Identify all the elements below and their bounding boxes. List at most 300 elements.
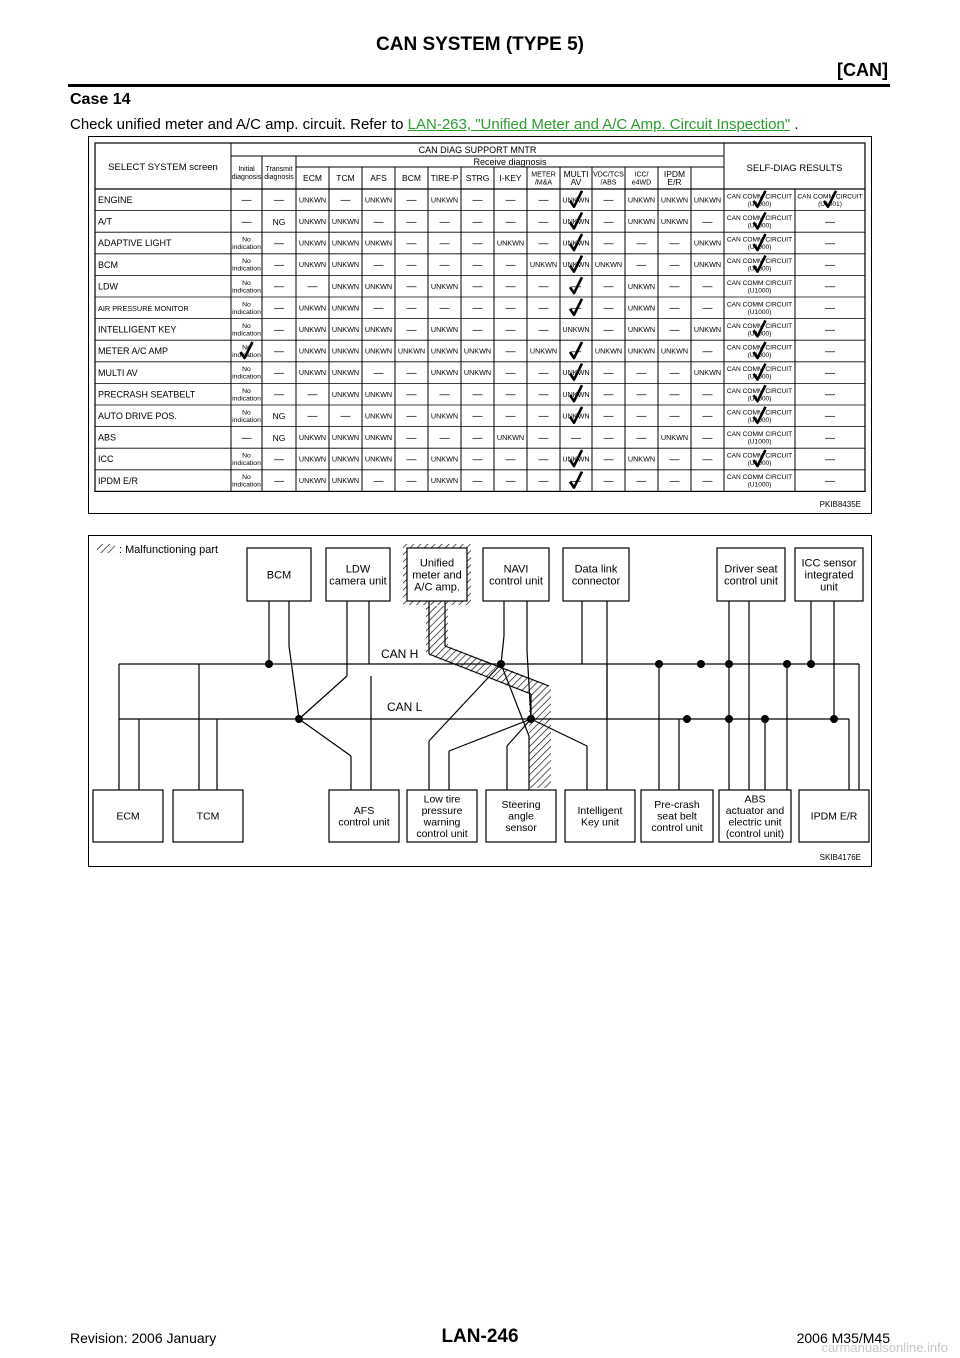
unit-label-4: sensor [505, 822, 537, 835]
unit-label-5: Key unit [581, 816, 619, 829]
column-header: e4WD [631, 179, 652, 187]
cell-value: — [505, 324, 516, 336]
cell-value: — [538, 303, 549, 315]
cell-value: — [505, 346, 516, 358]
junction-dot [830, 715, 838, 723]
wire [501, 636, 504, 664]
junction-dot [807, 660, 815, 668]
cell-value: — [636, 260, 647, 271]
cell-value: UNKWN [660, 217, 689, 226]
cell-value: UNKWN [331, 325, 360, 334]
cell-value: — [274, 195, 284, 207]
cell-value: — [406, 411, 417, 423]
self-diag-result: (U1001) [818, 200, 842, 208]
cell-value: — [406, 216, 417, 228]
cell-value: — [373, 260, 384, 271]
unit-label-5: Intelligent [577, 804, 623, 817]
cell-value: — [603, 195, 614, 207]
cell-value: — [538, 389, 549, 401]
cell-value: UNKWN [627, 195, 656, 205]
cell-value: — [241, 432, 252, 444]
row-label: ABS [98, 432, 117, 443]
cell-value: — [274, 281, 284, 293]
row-label: A/T [98, 216, 113, 227]
cell-value: indication [232, 287, 261, 295]
cell-value: indication [232, 373, 261, 381]
unit-label-3: control unit [489, 575, 543, 588]
cell-value: — [472, 454, 483, 466]
cell-value: — [274, 260, 284, 271]
cell-value: — [439, 238, 450, 250]
cell-value: UNKWN [562, 454, 590, 464]
cell-value: — [406, 389, 417, 401]
cell-value: — [241, 216, 252, 228]
cell-value: — [373, 303, 384, 315]
cell-value: UNKWN [660, 346, 689, 356]
column-header: Initial [238, 165, 255, 173]
unit-label-4: angle [508, 810, 534, 823]
column-header: BCM [402, 172, 421, 183]
self-diag-result: (U1000) [747, 244, 772, 252]
cell-value: indication [232, 416, 261, 424]
cell-value: UNKWN [298, 238, 327, 248]
legend-hatch-swatch [97, 544, 115, 553]
cell-value: UNKWN [430, 346, 459, 356]
cell-value: — [538, 238, 549, 250]
junction-dot [527, 715, 535, 723]
self-diag-result: (U1000) [747, 438, 772, 446]
junction-dot [761, 715, 769, 723]
unit-label-3: pressure [421, 804, 463, 817]
column-header: I-KEY [499, 172, 522, 183]
column-header: STRG [465, 172, 490, 183]
cell-value: UNKWN [627, 346, 656, 356]
self-diag-result: CAN COMM CIRCUIT [726, 193, 793, 201]
unit-label-6: control unit [651, 822, 703, 835]
column-header: IPDM [663, 168, 686, 179]
cell-value: — [702, 346, 713, 358]
row-label: ADAPTIVE LIGHT [98, 238, 172, 249]
cell-value: UNKWN [331, 238, 360, 248]
cell-value: UNKWN [627, 281, 656, 291]
cell-value: UNKWN [364, 325, 393, 334]
cell-value: — [571, 432, 581, 444]
can-circuit-figure [88, 535, 872, 867]
cell-value: — [636, 432, 647, 444]
cell-value: — [274, 476, 284, 487]
column-header: diagnosis [264, 173, 294, 181]
cell-value: — [702, 389, 713, 401]
cell-value: UNKWN [562, 325, 590, 334]
cell-value: — [702, 216, 713, 228]
diag-support-table-figure [88, 136, 872, 514]
cell-value: — [439, 260, 450, 271]
section-label: [CAN] [837, 60, 888, 80]
self-diag-result: — [825, 411, 835, 423]
cell-value: UNKWN [331, 433, 360, 442]
cell-value: No [242, 366, 251, 374]
cell-value: — [636, 476, 647, 487]
model-label: 2006 M35/M45 [796, 1330, 890, 1346]
cell-value: — [505, 281, 516, 293]
cell-value: UNKWN [331, 346, 360, 356]
junction-dot [725, 660, 733, 668]
column-header: VDC/TCS [593, 171, 624, 179]
cell-value: — [472, 432, 483, 444]
self-diag-result: — [825, 238, 835, 250]
cell-value: UNKWN [594, 260, 623, 270]
cell-value: UNKWN [693, 260, 722, 270]
can-l-label: CAN L [387, 700, 423, 714]
wire [299, 719, 351, 756]
self-diag-result: (U1000) [747, 308, 772, 316]
header-rule [68, 84, 890, 87]
cell-value: — [406, 238, 417, 250]
self-diag-result: — [825, 454, 835, 466]
junction-dot [697, 660, 705, 668]
cell-value: — [538, 454, 549, 466]
cell-value: UNKWN [298, 346, 327, 356]
unit-label-2: A/C amp. [414, 581, 460, 594]
cell-value: UNKWN [430, 476, 459, 486]
cell-value: — [702, 411, 713, 423]
self-diag-result: CAN COMM CIRCUIT [797, 193, 863, 201]
wire [289, 646, 299, 719]
unit-label-8: IPDM E/R [810, 810, 858, 823]
cell-value: UNKWN [562, 238, 590, 248]
cell-value: — [472, 195, 483, 207]
cell-value: — [538, 324, 549, 336]
column-header: METER [531, 171, 556, 179]
junction-dot [497, 660, 505, 668]
cell-value: — [307, 389, 318, 401]
page-number: LAN-246 [441, 1326, 519, 1347]
cell-value: UNKWN [562, 411, 590, 421]
cell-value: — [472, 260, 483, 271]
junction-dot [783, 660, 791, 668]
row-label: INTELLIGENT KEY [98, 324, 177, 335]
column-header: AFS [370, 172, 387, 183]
self-diag-result: — [825, 476, 835, 487]
cell-value: — [571, 476, 581, 487]
unit-label-7: (control unit) [725, 827, 785, 840]
self-diag-result: (U1000) [747, 287, 772, 295]
cell-value: — [472, 411, 483, 423]
column-header: TIRE-P [430, 172, 459, 183]
cell-value: — [505, 389, 516, 401]
cell-value: No [242, 323, 251, 331]
unit-label-5: Driver seat [724, 563, 778, 576]
cell-value: — [669, 411, 680, 423]
cell-value: — [373, 368, 384, 379]
unit-label-0: ECM [116, 810, 140, 823]
unit-label-4: connector [571, 575, 621, 588]
cell-value: No [242, 301, 251, 309]
cell-value: — [439, 389, 450, 401]
unit-label-5: control unit [724, 575, 778, 588]
cell-value: — [472, 216, 483, 228]
unit-label-6: Pre-crash [654, 799, 700, 812]
row-label: BCM [98, 259, 118, 270]
unit-label-1: TCM [196, 810, 220, 823]
receive-diagnosis-title: Receive diagnosis [473, 157, 547, 167]
cell-value: — [571, 281, 581, 293]
cell-value: indication [232, 481, 261, 489]
unit-label-1: camera unit [329, 575, 387, 588]
cell-value: indication [232, 308, 261, 316]
cell-value: — [274, 303, 284, 315]
self-diag-result: — [825, 324, 835, 336]
junction-dot [655, 660, 663, 668]
cell-value: — [472, 281, 483, 293]
self-diag-result: CAN COMM CIRCUIT [726, 409, 793, 417]
cell-value: — [538, 432, 549, 444]
column-header: ECM [303, 172, 322, 183]
cell-value: — [636, 368, 647, 379]
cell-value: — [603, 281, 614, 293]
column-header: E/R [667, 176, 682, 187]
cell-value: NG [272, 216, 286, 227]
row-label: METER A/C AMP [98, 346, 169, 357]
cell-value: — [603, 454, 614, 466]
cell-value: UNKWN [562, 260, 590, 270]
cell-value: UNKWN [562, 368, 590, 378]
column-header: /ABS [600, 179, 617, 187]
inspection-link[interactable]: LAN-263, "Unified Meter and A/C Amp. Circuit Inspection" [407, 116, 791, 133]
cell-value: UNKWN [364, 433, 393, 442]
cell-value: — [538, 281, 549, 293]
unit-label-6: integrated [804, 569, 854, 582]
row-label: AIR PRESSURE MONITOR [98, 304, 189, 313]
self-diag-result: CAN COMM CIRCUIT [726, 279, 793, 287]
self-diag-result: — [825, 368, 835, 379]
unit-label-3: Low tire [423, 793, 461, 806]
cell-value: — [603, 238, 614, 250]
cell-value: UNKWN [364, 346, 393, 356]
cell-value: UNKWN [660, 433, 689, 442]
cell-value: — [274, 346, 284, 358]
self-diag-result: CAN COMM CIRCUIT [726, 344, 793, 352]
column-header: diagnosis [231, 173, 262, 181]
self-diag-result: — [825, 303, 835, 315]
cell-value: UNKWN [298, 368, 327, 378]
cell-value: No [242, 452, 251, 460]
column-header: /M&A [534, 179, 553, 187]
self-diag-result: (U1000) [747, 222, 772, 230]
figure-code: SKIB4176E [819, 853, 861, 862]
cell-value: — [636, 238, 647, 250]
cell-value: — [373, 476, 384, 487]
cell-value: — [472, 303, 483, 315]
self-diag-result: — [825, 216, 835, 228]
cell-value: — [505, 303, 516, 315]
row-label: IPDM E/R [98, 475, 139, 486]
self-diag-result: CAN COMM CIRCUIT [726, 474, 793, 482]
cell-value: UNKWN [430, 281, 459, 291]
cell-value: UNKWN [331, 281, 360, 291]
self-diag-title: SELF-DIAG RESULTS [746, 163, 843, 174]
cell-value: UNKWN [298, 325, 327, 334]
self-diag-result: (U1000) [747, 200, 772, 208]
wire [299, 676, 347, 719]
self-diag-result: — [825, 389, 835, 401]
cell-value: UNKWN [331, 260, 360, 270]
cell-value: UNKWN [594, 346, 623, 356]
table-corner-label: SELECT SYSTEM screen [108, 162, 218, 173]
cell-value: No [242, 344, 251, 352]
cell-value: No [242, 409, 251, 417]
cell-value: UNKWN [627, 303, 656, 313]
cell-value: — [571, 346, 581, 358]
unit-label-7: electric unit [728, 816, 782, 829]
unit-label-6: seat belt [657, 810, 697, 823]
cell-value: — [603, 303, 614, 315]
unit-label-3: NAVI [503, 563, 529, 576]
page-title: CAN SYSTEM (TYPE 5) [376, 34, 584, 55]
unit-label-1: LDW [345, 563, 371, 576]
cell-value: UNKWN [562, 195, 590, 205]
cell-value: UNKWN [298, 195, 327, 205]
cell-value: UNKWN [463, 346, 492, 356]
cell-value: — [702, 476, 713, 487]
row-label: ICC [98, 454, 114, 465]
self-diag-result: (U1000) [747, 352, 772, 360]
row-label: MULTI AV [98, 367, 138, 378]
instruction-end: . [790, 116, 799, 133]
cell-value: No [242, 279, 251, 287]
cell-value: — [571, 303, 581, 315]
cell-value: indication [232, 352, 261, 360]
column-header: AV [570, 176, 582, 187]
wire [429, 664, 501, 741]
cell-value: UNKWN [364, 389, 393, 399]
self-diag-result: CAN COMM CIRCUIT [726, 258, 793, 266]
cell-value: — [538, 476, 549, 487]
column-header: ICC/ [634, 171, 649, 179]
self-diag-result: CAN COMM CIRCUIT [726, 452, 793, 460]
row-label: ENGINE [98, 195, 133, 205]
unit-label-7: actuator and [725, 804, 785, 817]
cell-value: — [669, 454, 680, 466]
cell-value: — [538, 368, 549, 379]
cell-value: UNKWN [693, 195, 722, 205]
unit-label-3: control unit [416, 827, 468, 840]
self-diag-result: (U1000) [747, 395, 772, 403]
cell-value: UNKWN [364, 411, 393, 421]
cell-value: — [538, 195, 549, 207]
cell-value: — [274, 238, 284, 250]
cell-value: UNKWN [298, 217, 327, 226]
cell-value: — [603, 368, 614, 379]
cell-value: — [702, 281, 713, 293]
cell-value: UNKWN [331, 368, 360, 378]
cell-value: UNKWN [364, 454, 393, 464]
cell-value: — [274, 389, 284, 401]
cell-value: UNKWN [298, 433, 327, 442]
junction-dot [683, 715, 691, 723]
self-diag-result: CAN COMM CIRCUIT [726, 301, 793, 309]
cell-value: — [603, 476, 614, 487]
self-diag-result: (U1000) [747, 373, 772, 381]
cell-value: UNKWN [693, 368, 722, 378]
cell-value: — [406, 454, 417, 466]
cell-value: UNKWN [364, 195, 393, 205]
cell-value: — [472, 238, 483, 250]
cell-value: UNKWN [298, 303, 327, 313]
case-instruction [70, 116, 799, 133]
revision-label: Revision: 2006 January [70, 1330, 217, 1346]
row-label: PRECRASH SEATBELT [98, 389, 196, 400]
cell-value: — [603, 324, 614, 336]
self-diag-result: — [825, 346, 835, 358]
cell-value: UNKWN [331, 389, 360, 399]
cell-value: — [603, 216, 614, 228]
cell-value: UNKWN [496, 433, 525, 442]
self-diag-result: (U1000) [747, 481, 772, 489]
cell-value: — [406, 432, 417, 444]
cell-value: UNKWN [463, 368, 492, 378]
cell-value: indication [232, 395, 261, 403]
cell-value: — [505, 216, 516, 228]
cell-value: — [373, 216, 384, 228]
unit-label-3: warning [423, 816, 461, 829]
cell-value: UNKWN [529, 260, 558, 270]
cell-value: UNKWN [331, 303, 360, 313]
cell-value: — [636, 411, 647, 423]
cell-value: UNKWN [660, 195, 689, 205]
cell-value: — [505, 476, 516, 487]
cell-value: No [242, 474, 251, 482]
cell-value: No [242, 236, 251, 244]
cell-value: NG [272, 411, 286, 422]
cell-value: — [406, 324, 417, 336]
cell-value: — [406, 303, 417, 315]
cell-value: UNKWN [331, 454, 360, 464]
cell-value: UNKWN [430, 411, 459, 421]
self-diag-result: CAN COMM CIRCUIT [726, 322, 793, 330]
cell-value: — [439, 216, 450, 228]
diag-support-table [89, 137, 871, 513]
cell-value: NG [272, 432, 286, 443]
cell-value: — [241, 195, 252, 207]
cell-value: — [406, 368, 417, 379]
figure-code: PKIB8435E [819, 500, 861, 509]
column-header: Transmit [265, 165, 293, 173]
self-diag-result: — [825, 281, 835, 293]
self-diag-result: CAN COMM CIRCUIT [726, 387, 793, 395]
unit-label-6: unit [820, 581, 838, 594]
self-diag-result: — [825, 432, 835, 444]
cell-value: indication [232, 244, 261, 252]
cell-value: UNKWN [430, 368, 459, 378]
cell-value: — [274, 454, 284, 466]
self-diag-result: CAN COMM CIRCUIT [726, 430, 793, 438]
cell-value: — [439, 303, 450, 315]
cell-value: — [340, 411, 351, 423]
self-diag-result: (U1000) [747, 330, 772, 338]
cell-value: — [636, 389, 647, 401]
column-header: MULTI [563, 168, 589, 179]
can-h-label: CAN H [381, 647, 419, 661]
cell-value: No [242, 387, 251, 395]
cell-value: UNKWN [430, 195, 459, 205]
cell-value: — [406, 195, 417, 207]
cell-value: — [406, 281, 417, 293]
cell-value: — [669, 324, 680, 336]
cell-value: indication [232, 265, 261, 273]
cell-value: — [505, 368, 516, 379]
self-diag-result: (U1000) [747, 265, 772, 273]
